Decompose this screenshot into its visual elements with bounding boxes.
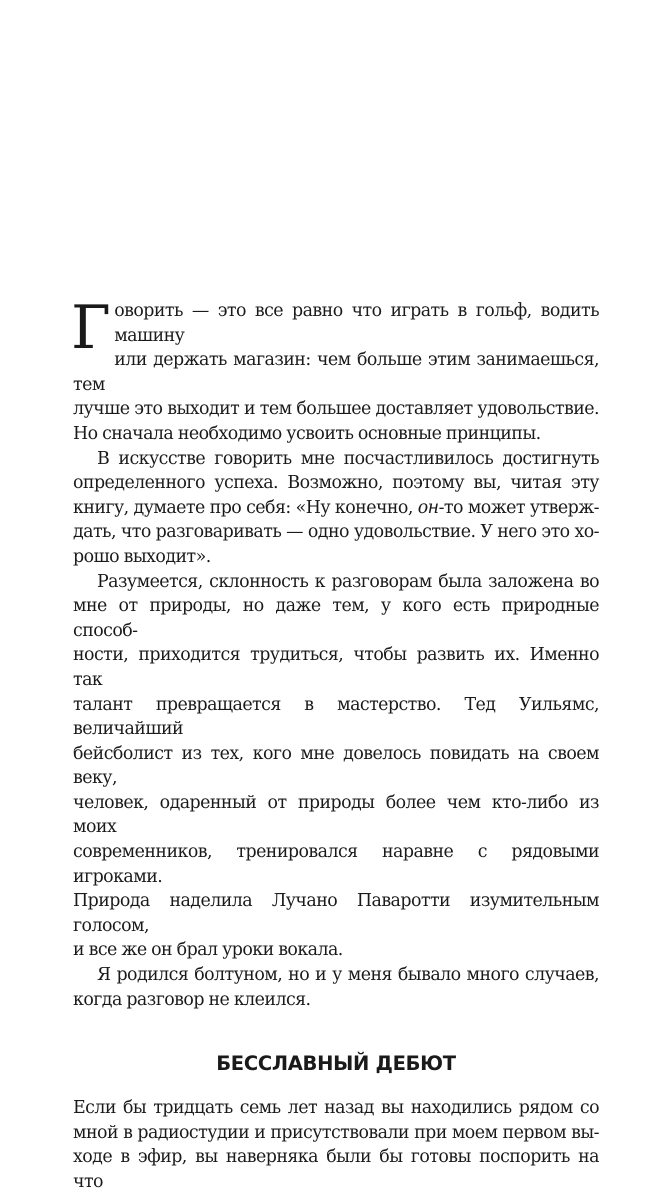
text-line: ходе в эфир, вы наверняка были бы готовы поспорить на что <box>73 1147 599 1192</box>
text-line: мной в радиостудии и присутствовали при моем первом вы- <box>73 1122 599 1143</box>
text-line: мне от природы, но даже тем, у кого есть природные способ- <box>73 596 599 641</box>
text-line: талант превращается в мастерство. Тед Уильямс, величайший <box>73 694 599 740</box>
text-line: Я родился болтуном, но и у меня бывало много случаев, <box>97 965 599 986</box>
text-line: или держать магазин: чем больше этим занимаешься, тем <box>73 350 599 395</box>
text-segment: -то может утверж- <box>438 497 600 518</box>
text-line: Но сначала необходимо усвоить основные принципы. <box>73 423 541 444</box>
text-line-with-italic <box>73 496 599 521</box>
paragraph-3 <box>73 570 599 964</box>
text-line: бейсболист из тех, кого мне довелось повидать на своем веку, <box>73 743 599 789</box>
text-line: и все же он брал уроки вокала. <box>73 940 343 961</box>
text-line: Природа наделила Лучано Паваротти изумительным голосом, <box>73 891 599 936</box>
italic-word: он <box>417 497 439 518</box>
text-segment: книгу, думаете про себя: «Ну конечно, <box>73 497 418 518</box>
text-line: рошо выходит». <box>73 546 211 567</box>
text-line: современников, тренировался наравне с рядовыми игроками. <box>73 842 599 887</box>
section-heading: БЕССЛАВНЫЙ ДЕБЮТ <box>216 1052 456 1076</box>
text-line: оворить — это все равно что играть в гольф, водить машину <box>114 301 599 346</box>
paragraph-5 <box>73 1096 599 1194</box>
drop-cap: Г <box>71 293 111 363</box>
paragraph-2 <box>73 447 599 570</box>
text-line: лучше это выходит и тем большее доставляет удовольствие. <box>73 399 599 420</box>
text-line: когда разговор не клеился. <box>73 989 311 1010</box>
text-line: дать, что разговаривать — одно удовольствие. У него это хо- <box>73 522 599 543</box>
text-line: определенного успеха. Возможно, поэтому вы, читая эту <box>73 473 599 494</box>
text-line: ности, приходится трудиться, чтобы развить их. Именно так <box>73 645 599 690</box>
text-line: человек, одаренный от природы более чем кто-либо из моих <box>73 792 599 838</box>
text-line: Разумеется, склонность к разговорам была заложена во <box>97 571 599 592</box>
text-column <box>71 293 600 1195</box>
paragraph-4 <box>73 963 599 1012</box>
text-line: В искусстве говорить мне посчастливилось достигнуть <box>97 448 599 469</box>
paragraph-1 <box>71 293 599 447</box>
text-line: Если бы тридцать семь лет назад вы находились рядом со <box>73 1098 599 1119</box>
